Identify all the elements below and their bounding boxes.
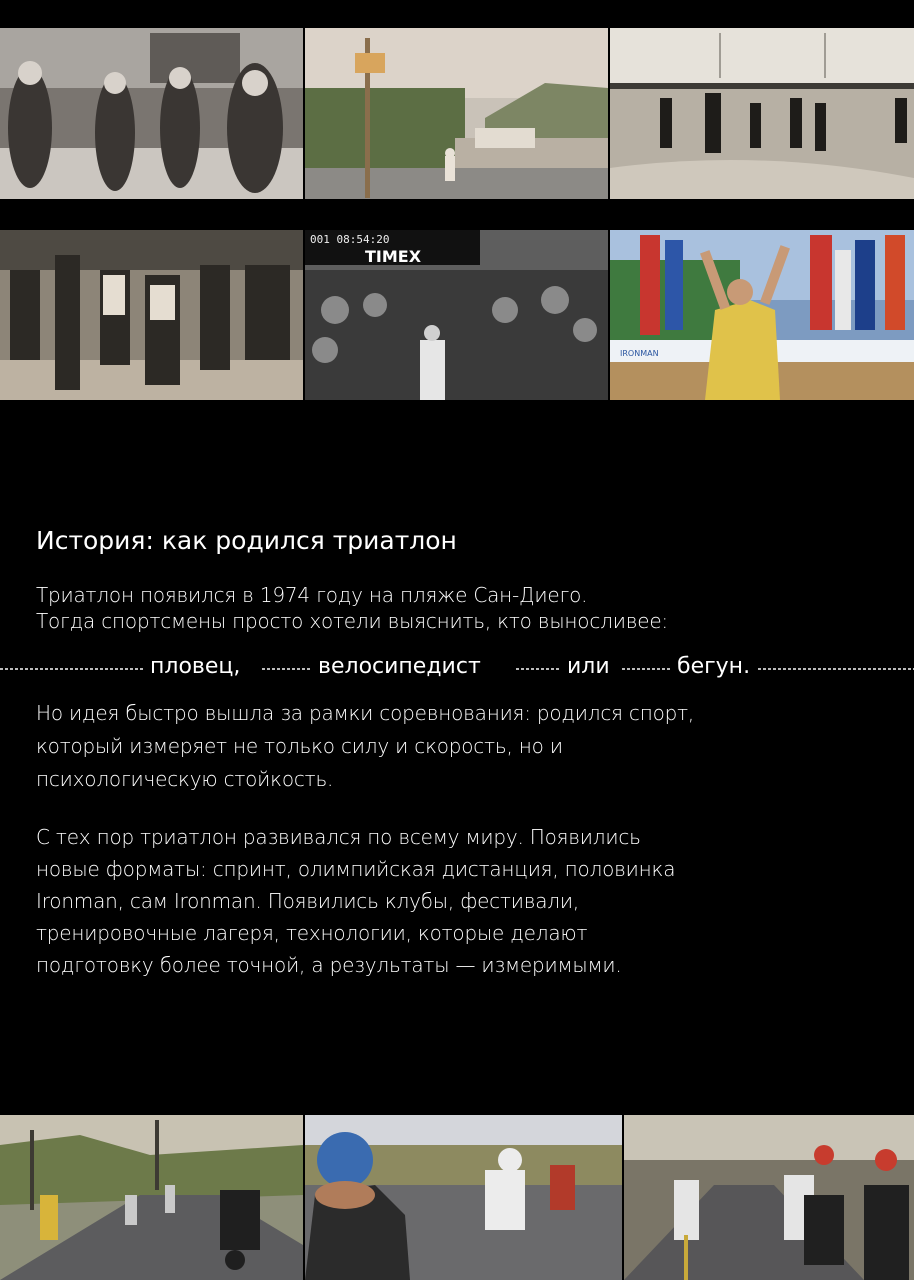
race-clock: 001 08:54:20 xyxy=(310,233,390,246)
dash-divider xyxy=(758,668,914,670)
athlete-types-line xyxy=(0,654,914,684)
para3-line-4: тренировочные лагеря, технологии, которые делают xyxy=(36,921,588,945)
photo-swimmers-group xyxy=(0,28,303,199)
intro-line-2: Тогда спортсмены просто хотели выяснить, кто выносливее: xyxy=(36,609,668,633)
photo-finish-line-timex xyxy=(305,230,608,400)
photo-peloton-motorbikes xyxy=(624,1115,914,1280)
word-runner: бегун. xyxy=(677,654,751,679)
photo-bike-road xyxy=(305,28,608,199)
photo-cyclists-highway xyxy=(0,1115,303,1280)
word-cyclist: велосипедист xyxy=(318,654,481,679)
photo-cyclist-closeup xyxy=(305,1115,622,1280)
photo-athletes-briefing xyxy=(0,230,303,400)
para3-line-3: Ironman, сам Ironman. Появились клубы, фестивали, xyxy=(36,889,580,913)
para2-line-1: Но идея быстро вышла за рамки соревнования: родился спорт, xyxy=(36,701,695,725)
para2-line-3: психологическую стойкость. xyxy=(36,767,334,791)
para3-line-2: новые форматы: спринт, олимпийская дистанция, половинка xyxy=(36,857,676,881)
dash-divider xyxy=(622,668,672,670)
word-swimmer: пловец, xyxy=(150,654,241,679)
dash-divider xyxy=(262,668,312,670)
para3-line-5: подготовку более точной, а результаты — измеримыми. xyxy=(36,953,622,977)
para2-line-2: который измеряет не только силу и скорость, но и xyxy=(36,734,563,758)
intro-line-1: Триатлон появился в 1974 году на пляже Сан-Диего. xyxy=(36,583,588,607)
page-title: История: как родился триатлон xyxy=(36,526,457,555)
finish-banner-text: IRONMAN xyxy=(620,349,659,358)
dash-divider xyxy=(0,668,145,670)
photo-ocean-swim-start xyxy=(610,28,914,199)
para3-line-1: С тех пор триатлон развивался по всему миру. Появились xyxy=(36,825,641,849)
dash-divider xyxy=(516,668,561,670)
timex-sign: TIMEX xyxy=(365,247,422,266)
photo-ironman-finisher xyxy=(610,230,914,400)
word-or: или xyxy=(567,654,610,679)
